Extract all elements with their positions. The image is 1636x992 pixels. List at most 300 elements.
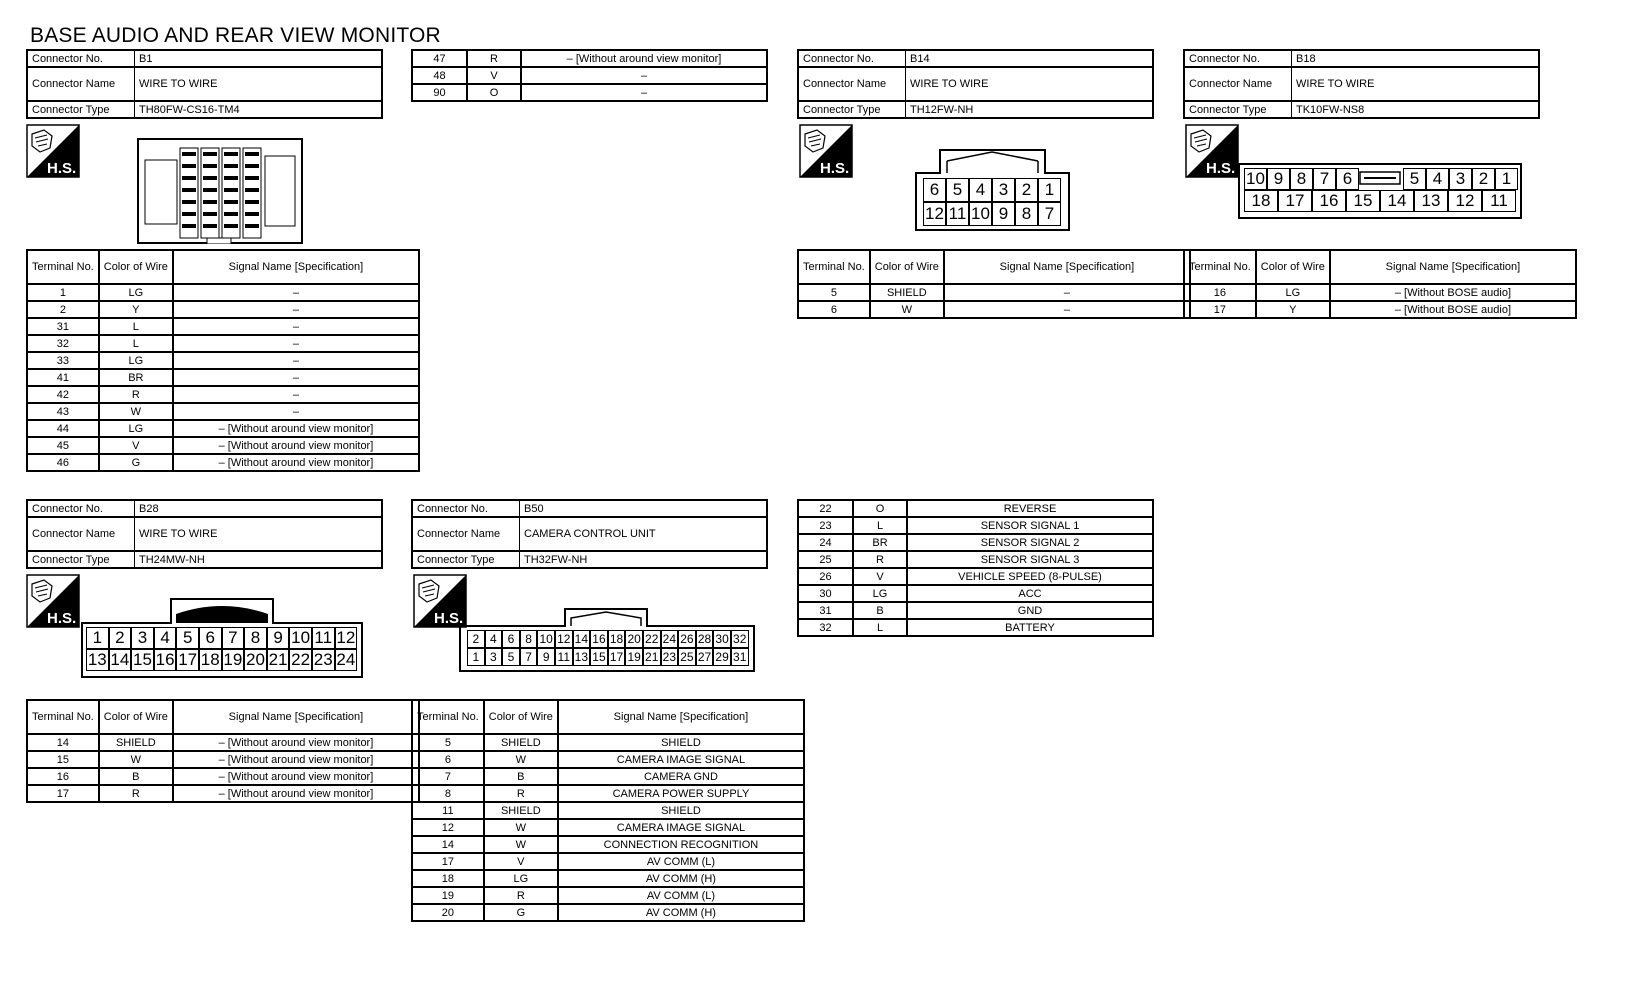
signal-name-cell: – — [173, 301, 419, 318]
terminal-no-cell: 18 — [412, 870, 484, 887]
table-body — [798, 500, 1153, 636]
terminal-no-header: Terminal No. — [27, 700, 99, 734]
wire-color-cell: Y — [1256, 301, 1330, 318]
terminal-no-cell: 19 — [412, 887, 484, 904]
connector-pin: 18 — [200, 650, 220, 669]
terminal-no-cell: 44 — [27, 420, 99, 437]
connector-pin: 10 — [969, 202, 992, 226]
terminal-no-cell: 1 — [27, 284, 99, 301]
signal-name-header: Signal Name [Specification] — [944, 250, 1190, 284]
connector-pin: 16 — [155, 650, 175, 669]
hs-icon — [26, 124, 80, 178]
terminal-no-cell: 46 — [27, 454, 99, 471]
pin-row-top-left — [1244, 168, 1359, 190]
table-row — [27, 352, 419, 369]
signal-name-cell: – — [173, 335, 419, 352]
connector-pin: 12 — [923, 202, 946, 226]
wire-color-cell: G — [99, 454, 173, 471]
table-row — [27, 386, 419, 403]
b14-connector-diagram — [915, 149, 1070, 231]
table-row — [412, 768, 804, 785]
connector-no-value: B1 — [135, 50, 383, 67]
signal-name-cell: CONNECTION RECOGNITION — [558, 836, 804, 853]
connector-pin: 8 — [1015, 202, 1038, 226]
terminal-no-header: Terminal No. — [412, 700, 484, 734]
wire-color-cell: B — [99, 768, 173, 785]
wire-color-cell: L — [99, 335, 173, 352]
connector-no-label: Connector No. — [412, 500, 520, 517]
connector-pin: 8 — [520, 630, 538, 648]
connector-pin: 8 — [244, 627, 267, 649]
connector-pin: 10 — [291, 628, 311, 647]
terminal-no-cell: 14 — [412, 836, 484, 853]
signal-name-cell: – [Without BOSE audio] — [1330, 301, 1576, 318]
wire-color-cell: Y — [99, 301, 173, 318]
terminal-no-cell: 32 — [27, 335, 99, 352]
wire-color-cell: LG — [484, 870, 558, 887]
connector-no-label: Connector No. — [27, 50, 135, 67]
terminal-no-cell: 31 — [798, 602, 853, 619]
terminal-no-cell: 22 — [798, 500, 853, 517]
b18-connector-diagram — [1238, 163, 1522, 219]
terminal-no-cell: 8 — [412, 785, 484, 802]
connector-type-label: Connector Type — [798, 101, 906, 118]
terminal-no-cell: 33 — [27, 352, 99, 369]
signal-name-cell: – [Without around view monitor] — [173, 751, 419, 768]
connector-pin: 15 — [1346, 190, 1380, 212]
hs-label: H.S. — [434, 610, 464, 627]
signal-name-header: Signal Name [Specification] — [173, 250, 419, 284]
b1-connector-diagram — [137, 138, 303, 244]
hs-label: H.S. — [820, 160, 850, 177]
signal-name-cell: – [Without around view monitor] — [173, 454, 419, 471]
b50-connector-diagram — [459, 608, 755, 672]
connector-pin: 6 — [199, 627, 222, 649]
signal-name-cell: – — [173, 369, 419, 386]
connector-pin: 9 — [1267, 168, 1290, 190]
connector-pin: 5 — [946, 178, 969, 202]
table-row — [412, 853, 804, 870]
connector-pin: 7 — [1313, 168, 1336, 190]
wire-color-cell: LG — [1256, 284, 1330, 301]
table-row — [412, 836, 804, 853]
table-row — [27, 751, 419, 768]
connector-pin: 21 — [268, 650, 288, 669]
connector-pin: 11 — [312, 627, 335, 649]
table-row — [27, 335, 419, 352]
connector-pin: 8 — [1290, 168, 1313, 190]
table-row — [1184, 301, 1576, 318]
table-row — [798, 500, 1153, 517]
connector-pin: 15 — [590, 648, 608, 666]
table-row — [27, 318, 419, 335]
signal-name-cell: – [Without around view monitor] — [173, 734, 419, 751]
color-of-wire-header: Color of Wire — [484, 700, 558, 734]
b1-terminal-table — [26, 249, 420, 472]
signal-name-cell: – — [944, 301, 1190, 318]
connector-pin: 26 — [678, 630, 696, 648]
connector-pin: 1 — [1038, 178, 1061, 202]
signal-name-cell: SENSOR SIGNAL 3 — [907, 551, 1153, 568]
pin-row-top — [86, 627, 357, 649]
signal-name-cell: – — [173, 318, 419, 335]
signal-name-cell: – — [173, 386, 419, 403]
hs-label: H.S. — [1206, 160, 1236, 177]
signal-name-cell: GND — [907, 602, 1153, 619]
wire-color-cell: BR — [853, 534, 907, 551]
signal-name-cell: – — [173, 403, 419, 420]
terminal-no-cell: 32 — [798, 619, 853, 636]
table-row — [798, 602, 1153, 619]
connector-pin: 16 — [590, 630, 608, 648]
connector-pin: 7 — [520, 648, 538, 666]
connector-no-label: Connector No. — [27, 500, 135, 517]
connector-pin: 2 — [467, 630, 485, 648]
signal-name-header: Signal Name [Specification] — [558, 700, 804, 734]
connector-pin: 2 — [1472, 168, 1495, 190]
wire-color-cell: LG — [99, 284, 173, 301]
connector-pin: 4 — [485, 630, 503, 648]
connector-pin: 22 — [291, 650, 311, 669]
pin-row-bottom — [86, 649, 357, 671]
table-row — [27, 437, 419, 454]
connector-pin: 20 — [625, 630, 643, 648]
table-row — [27, 301, 419, 318]
b50-connector-info — [411, 499, 768, 569]
terminal-no-cell: 15 — [27, 751, 99, 768]
connector-pin: 18 — [1244, 190, 1278, 212]
connector-name-value: WIRE TO WIRE — [906, 67, 1154, 101]
connector-name-label: Connector Name — [412, 517, 520, 551]
table-row — [798, 551, 1153, 568]
table-row — [27, 734, 419, 751]
wire-color-cell: V — [99, 437, 173, 454]
hs-icon — [799, 124, 853, 178]
b18-terminal-table — [1183, 249, 1577, 319]
terminal-no-cell: 2 — [27, 301, 99, 318]
connector-pin: 21 — [643, 648, 661, 666]
connector-pin: 15 — [133, 650, 152, 669]
connector-pin: 27 — [696, 648, 714, 666]
table-row — [798, 534, 1153, 551]
signal-name-cell: – [Without around view monitor] — [521, 50, 767, 67]
wire-color-cell: L — [853, 517, 907, 534]
connector-name-value: WIRE TO WIRE — [135, 517, 383, 551]
connector-name-value: WIRE TO WIRE — [135, 67, 383, 101]
terminal-no-cell: 12 — [412, 819, 484, 836]
signal-name-cell: – — [173, 352, 419, 369]
connector-pin: 14 — [1380, 190, 1414, 212]
connector-pin: 19 — [223, 650, 243, 669]
b1-terminal-table-continued — [411, 49, 768, 102]
terminal-no-cell: 24 — [798, 534, 853, 551]
color-of-wire-header: Color of Wire — [99, 250, 173, 284]
terminal-no-cell: 90 — [412, 84, 467, 101]
signal-name-cell: – — [521, 67, 767, 84]
signal-name-cell: AV COMM (L) — [558, 887, 804, 904]
signal-name-cell: SHIELD — [558, 802, 804, 819]
connector-type-label: Connector Type — [412, 551, 520, 568]
signal-name-cell: – — [173, 284, 419, 301]
connector-pin: 12 — [555, 630, 573, 648]
wire-color-cell: W — [99, 751, 173, 768]
wire-color-cell: LG — [853, 585, 907, 602]
connector-pin: 1 — [86, 627, 109, 649]
connector-name-label: Connector Name — [27, 517, 135, 551]
signal-name-cell: – — [521, 84, 767, 101]
connector-pin: 14 — [110, 650, 130, 669]
wire-color-cell: W — [484, 819, 558, 836]
connector-pin: 23 — [313, 650, 333, 669]
page-title: BASE AUDIO AND REAR VIEW MONITOR — [30, 24, 441, 47]
signal-name-cell: – [Without around view monitor] — [173, 785, 419, 802]
terminal-no-cell: 7 — [412, 768, 484, 785]
connector-pin: 20 — [245, 650, 265, 669]
connector-pin: 4 — [969, 178, 992, 202]
signal-name-header: Signal Name [Specification] — [173, 700, 419, 734]
pin-row-top — [923, 178, 1061, 202]
table-body — [412, 50, 767, 101]
signal-name-cell: AV COMM (H) — [558, 904, 804, 921]
connector-no-label: Connector No. — [798, 50, 906, 67]
pin-row-top — [467, 630, 749, 648]
connector-no-value: B14 — [906, 50, 1154, 67]
signal-name-cell: CAMERA IMAGE SIGNAL — [558, 751, 804, 768]
hs-icon — [26, 574, 80, 628]
wire-color-cell: V — [484, 853, 558, 870]
terminal-no-cell: 26 — [798, 568, 853, 585]
table-row — [412, 785, 804, 802]
wire-color-cell: SHIELD — [870, 284, 944, 301]
signal-name-cell: – — [944, 284, 1190, 301]
connector-type-value: TH12FW-NH — [906, 101, 1154, 118]
b28-connector-diagram — [81, 598, 363, 678]
terminal-no-cell: 5 — [798, 284, 870, 301]
table-row — [27, 785, 419, 802]
table-row — [27, 420, 419, 437]
terminal-no-cell: 14 — [27, 734, 99, 751]
table-row — [798, 284, 1190, 301]
connector-pin: 28 — [696, 630, 714, 648]
connector-pin: 32 — [731, 630, 749, 648]
table-row — [27, 369, 419, 386]
table-row — [1184, 284, 1576, 301]
pin-row-top-right — [1403, 168, 1518, 190]
signal-name-cell: – [Without around view monitor] — [173, 768, 419, 785]
signal-name-cell: SHIELD — [558, 734, 804, 751]
connector-pin: 5 — [502, 648, 520, 666]
wire-color-cell: W — [484, 836, 558, 853]
connector-pin: 6 — [502, 630, 520, 648]
connector-type-label: Connector Type — [1184, 101, 1292, 118]
signal-name-cell: BATTERY — [907, 619, 1153, 636]
signal-name-cell: – [Without around view monitor] — [173, 437, 419, 454]
wire-color-cell: R — [484, 785, 558, 802]
connector-no-value: B28 — [135, 500, 383, 517]
connector-pin: 17 — [178, 650, 198, 669]
terminal-no-cell: 17 — [1184, 301, 1256, 318]
wire-color-cell: SHIELD — [484, 802, 558, 819]
wire-color-cell: V — [853, 568, 907, 585]
table-row — [798, 301, 1190, 318]
connector-pin: 11 — [555, 648, 573, 666]
terminal-no-cell: 45 — [27, 437, 99, 454]
connector-type-value: TH24MW-NH — [135, 551, 383, 568]
terminal-no-cell: 6 — [798, 301, 870, 318]
table-row — [412, 870, 804, 887]
signal-name-cell: VEHICLE SPEED (8-PULSE) — [907, 568, 1153, 585]
connector-pin: 31 — [731, 648, 749, 666]
wire-color-cell: B — [853, 602, 907, 619]
table-row — [798, 585, 1153, 602]
table-row — [27, 454, 419, 471]
wire-color-cell: R — [99, 785, 173, 802]
hs-label: H.S. — [47, 610, 77, 627]
connector-type-value: TK10FW-NS8 — [1292, 101, 1540, 118]
connector-pin: 13 — [87, 650, 107, 669]
terminal-no-header: Terminal No. — [27, 250, 99, 284]
terminal-no-cell: 31 — [27, 318, 99, 335]
table-row — [412, 734, 804, 751]
connector-pin: 17 — [608, 648, 626, 666]
wire-color-cell: LG — [99, 352, 173, 369]
connector-name-label: Connector Name — [1184, 67, 1292, 101]
connector-pin: 9 — [267, 627, 290, 649]
signal-name-cell: REVERSE — [907, 500, 1153, 517]
terminal-no-cell: 11 — [412, 802, 484, 819]
b28-terminal-table — [26, 699, 420, 803]
terminal-no-cell: 5 — [412, 734, 484, 751]
table-row — [798, 619, 1153, 636]
connector-pin: 4 — [154, 627, 177, 649]
b14-terminal-table — [797, 249, 1191, 319]
signal-name-cell: AV COMM (L) — [558, 853, 804, 870]
terminal-no-cell: 17 — [27, 785, 99, 802]
b50-terminal-table — [411, 699, 805, 922]
table-body — [27, 734, 419, 802]
connector-pin: 3 — [992, 178, 1015, 202]
terminal-no-cell: 25 — [798, 551, 853, 568]
terminal-no-cell: 16 — [1184, 284, 1256, 301]
connector-pin: 24 — [336, 650, 356, 669]
signal-name-header: Signal Name [Specification] — [1330, 250, 1576, 284]
connector-pin: 17 — [1278, 190, 1312, 212]
table-row — [27, 403, 419, 420]
table-row — [798, 517, 1153, 534]
connector-name-label: Connector Name — [27, 67, 135, 101]
connector-pin: 7 — [222, 627, 245, 649]
connector-pin: 6 — [923, 178, 946, 202]
terminal-no-header: Terminal No. — [798, 250, 870, 284]
connector-pin: 10 — [1244, 168, 1267, 190]
connector-pin: 1 — [1495, 168, 1518, 190]
terminal-no-cell: 23 — [798, 517, 853, 534]
wire-color-cell: V — [467, 67, 521, 84]
b14-connector-info — [797, 49, 1154, 119]
connector-pin: 3 — [1449, 168, 1472, 190]
connector-name-value: WIRE TO WIRE — [1292, 67, 1540, 101]
signal-name-cell: AV COMM (H) — [558, 870, 804, 887]
table-row — [798, 568, 1153, 585]
wire-color-cell: R — [99, 386, 173, 403]
connector-pin: 11 — [946, 202, 969, 226]
terminal-no-cell: 42 — [27, 386, 99, 403]
wire-color-cell: O — [467, 84, 521, 101]
connector-pin: 3 — [485, 648, 503, 666]
color-of-wire-header: Color of Wire — [1256, 250, 1330, 284]
connector-no-value: B18 — [1292, 50, 1540, 67]
wire-color-cell: L — [99, 318, 173, 335]
table-body — [412, 734, 804, 921]
wire-color-cell: R — [467, 50, 521, 67]
table-row — [412, 819, 804, 836]
connector-name-value: CAMERA CONTROL UNIT — [520, 517, 768, 551]
table-body — [27, 284, 419, 471]
hs-icon — [1185, 124, 1239, 178]
signal-name-cell: CAMERA POWER SUPPLY — [558, 785, 804, 802]
terminal-no-cell: 17 — [412, 853, 484, 870]
connector-pin: 23 — [661, 648, 679, 666]
connector-pin: 6 — [1336, 168, 1359, 190]
signal-name-cell: – [Without around view monitor] — [173, 420, 419, 437]
pin-row-bottom — [1244, 190, 1518, 212]
connector-type-label: Connector Type — [27, 551, 135, 568]
connector-no-value: B50 — [520, 500, 768, 517]
table-body — [798, 284, 1190, 318]
terminal-no-cell: 47 — [412, 50, 467, 67]
connector-pin: 1 — [467, 648, 485, 666]
table-row — [27, 768, 419, 785]
terminal-no-cell: 16 — [27, 768, 99, 785]
wire-color-cell: BR — [99, 369, 173, 386]
b28-connector-info — [26, 499, 383, 569]
terminal-no-header: Terminal No. — [1184, 250, 1256, 284]
connector-pin: 2 — [109, 627, 132, 649]
connector-pin: 4 — [1426, 168, 1449, 190]
wire-color-cell: B — [484, 768, 558, 785]
pin-row-bottom — [923, 202, 1061, 226]
connector-name-label: Connector Name — [798, 67, 906, 101]
signal-name-cell: SENSOR SIGNAL 1 — [907, 517, 1153, 534]
color-of-wire-header: Color of Wire — [870, 250, 944, 284]
wire-color-cell: G — [484, 904, 558, 921]
terminal-no-cell: 30 — [798, 585, 853, 602]
connector-pin: 13 — [573, 648, 591, 666]
connector-pin: 9 — [537, 648, 555, 666]
connector-no-label: Connector No. — [1184, 50, 1292, 67]
color-of-wire-header: Color of Wire — [99, 700, 173, 734]
connector-pin: 25 — [678, 648, 696, 666]
connector-pin: 12 — [1448, 190, 1482, 212]
table-row — [412, 904, 804, 921]
terminal-no-cell: 43 — [27, 403, 99, 420]
connector-pin: 16 — [1312, 190, 1346, 212]
b50-terminal-table-continued — [797, 499, 1154, 637]
wire-color-cell: W — [99, 403, 173, 420]
table-row — [412, 67, 767, 84]
connector-type-value: TH32FW-NH — [520, 551, 768, 568]
connector-pin: 30 — [713, 630, 731, 648]
signal-name-cell: – [Without BOSE audio] — [1330, 284, 1576, 301]
connector-pin: 9 — [992, 202, 1015, 226]
terminal-no-cell: 41 — [27, 369, 99, 386]
connector-pin: 5 — [1403, 168, 1426, 190]
connector-pin: 10 — [537, 630, 555, 648]
wire-color-cell: R — [853, 551, 907, 568]
table-row — [412, 887, 804, 904]
signal-name-cell: ACC — [907, 585, 1153, 602]
connector-pin: 12 — [336, 628, 356, 647]
